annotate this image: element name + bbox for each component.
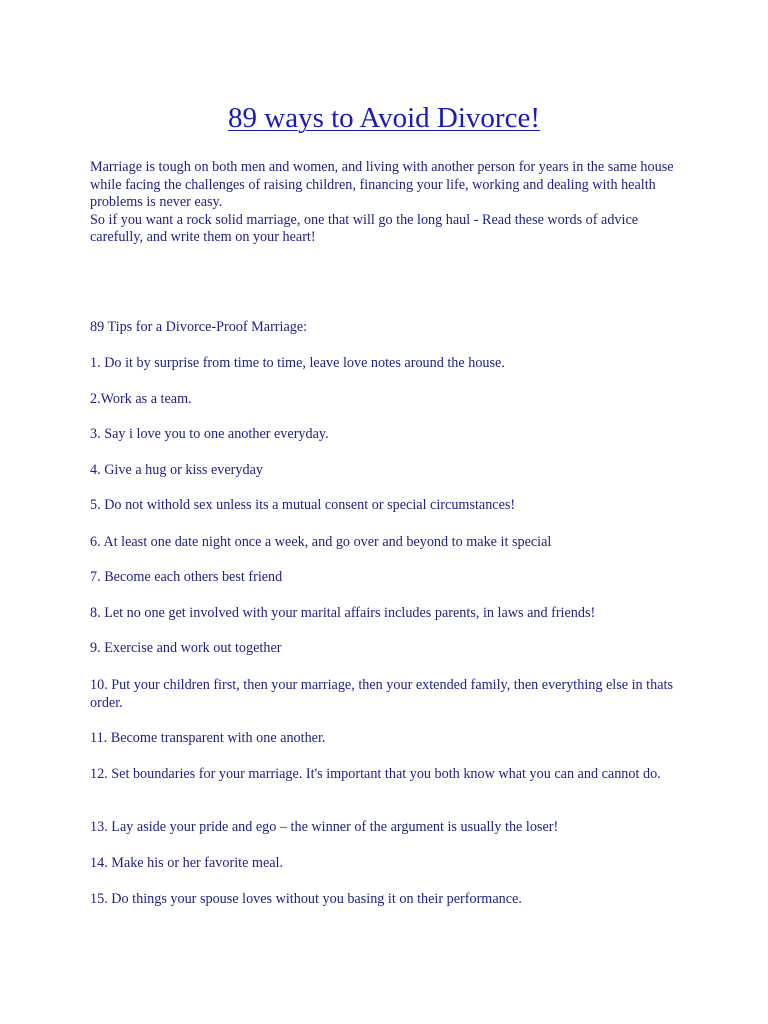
document-title: 89 ways to Avoid Divorce! — [228, 102, 540, 134]
tip-item-13: 13. Lay aside your pride and ego – the winner of the argument is usually the loser! — [90, 819, 559, 835]
tip-item-15: 15. Do things your spouse loves without you basing it on their performance. — [90, 891, 522, 907]
tip-item-4: 4. Give a hug or kiss everyday — [90, 462, 263, 478]
intro-paragraph-1: Marriage is tough on both men and women, and living with another person for years in the same house while facing the challenges of raising children, financing your life, working and dealing with health problems is never easy. — [90, 159, 674, 211]
tip-item-12: 12. Set boundaries for your marriage. It's important that you both know what you can and cannot do. — [90, 766, 661, 782]
tip-item-6: 6. At least one date night once a week, and go over and beyond to make it special — [90, 534, 552, 550]
tip-item-1: 1. Do it by surprise from time to time, leave love notes around the house. — [90, 355, 505, 371]
intro-text — [90, 159, 690, 247]
tip-item-7: 7. Become each others best friend — [90, 569, 283, 585]
tips-heading: 89 Tips for a Divorce-Proof Marriage: — [90, 319, 308, 335]
tip-item-2: 2.Work as a team. — [90, 391, 192, 407]
tip-item-3: 3. Say i love you to one another everyday. — [90, 426, 329, 442]
intro-paragraph-2: So if you want a rock solid marriage, one that will go the long haul - Read these words of advice carefully, and write them on your heart! — [90, 211, 639, 246]
tip-item-11: 11. Become transparent with one another. — [90, 730, 326, 746]
tip-item-14: 14. Make his or her favorite meal. — [90, 855, 284, 871]
tip-item-5: 5. Do not withold sex unless its a mutual consent or special circumstances! — [90, 497, 516, 513]
tip-item-10: 10. Put your children first, then your marriage, then your extended family, then everything else in thats order. — [90, 677, 673, 711]
tip-item-8: 8. Let no one get involved with your marital affairs includes parents, in laws and friends! — [90, 605, 596, 621]
tip-item-9: 9. Exercise and work out together — [90, 640, 282, 656]
